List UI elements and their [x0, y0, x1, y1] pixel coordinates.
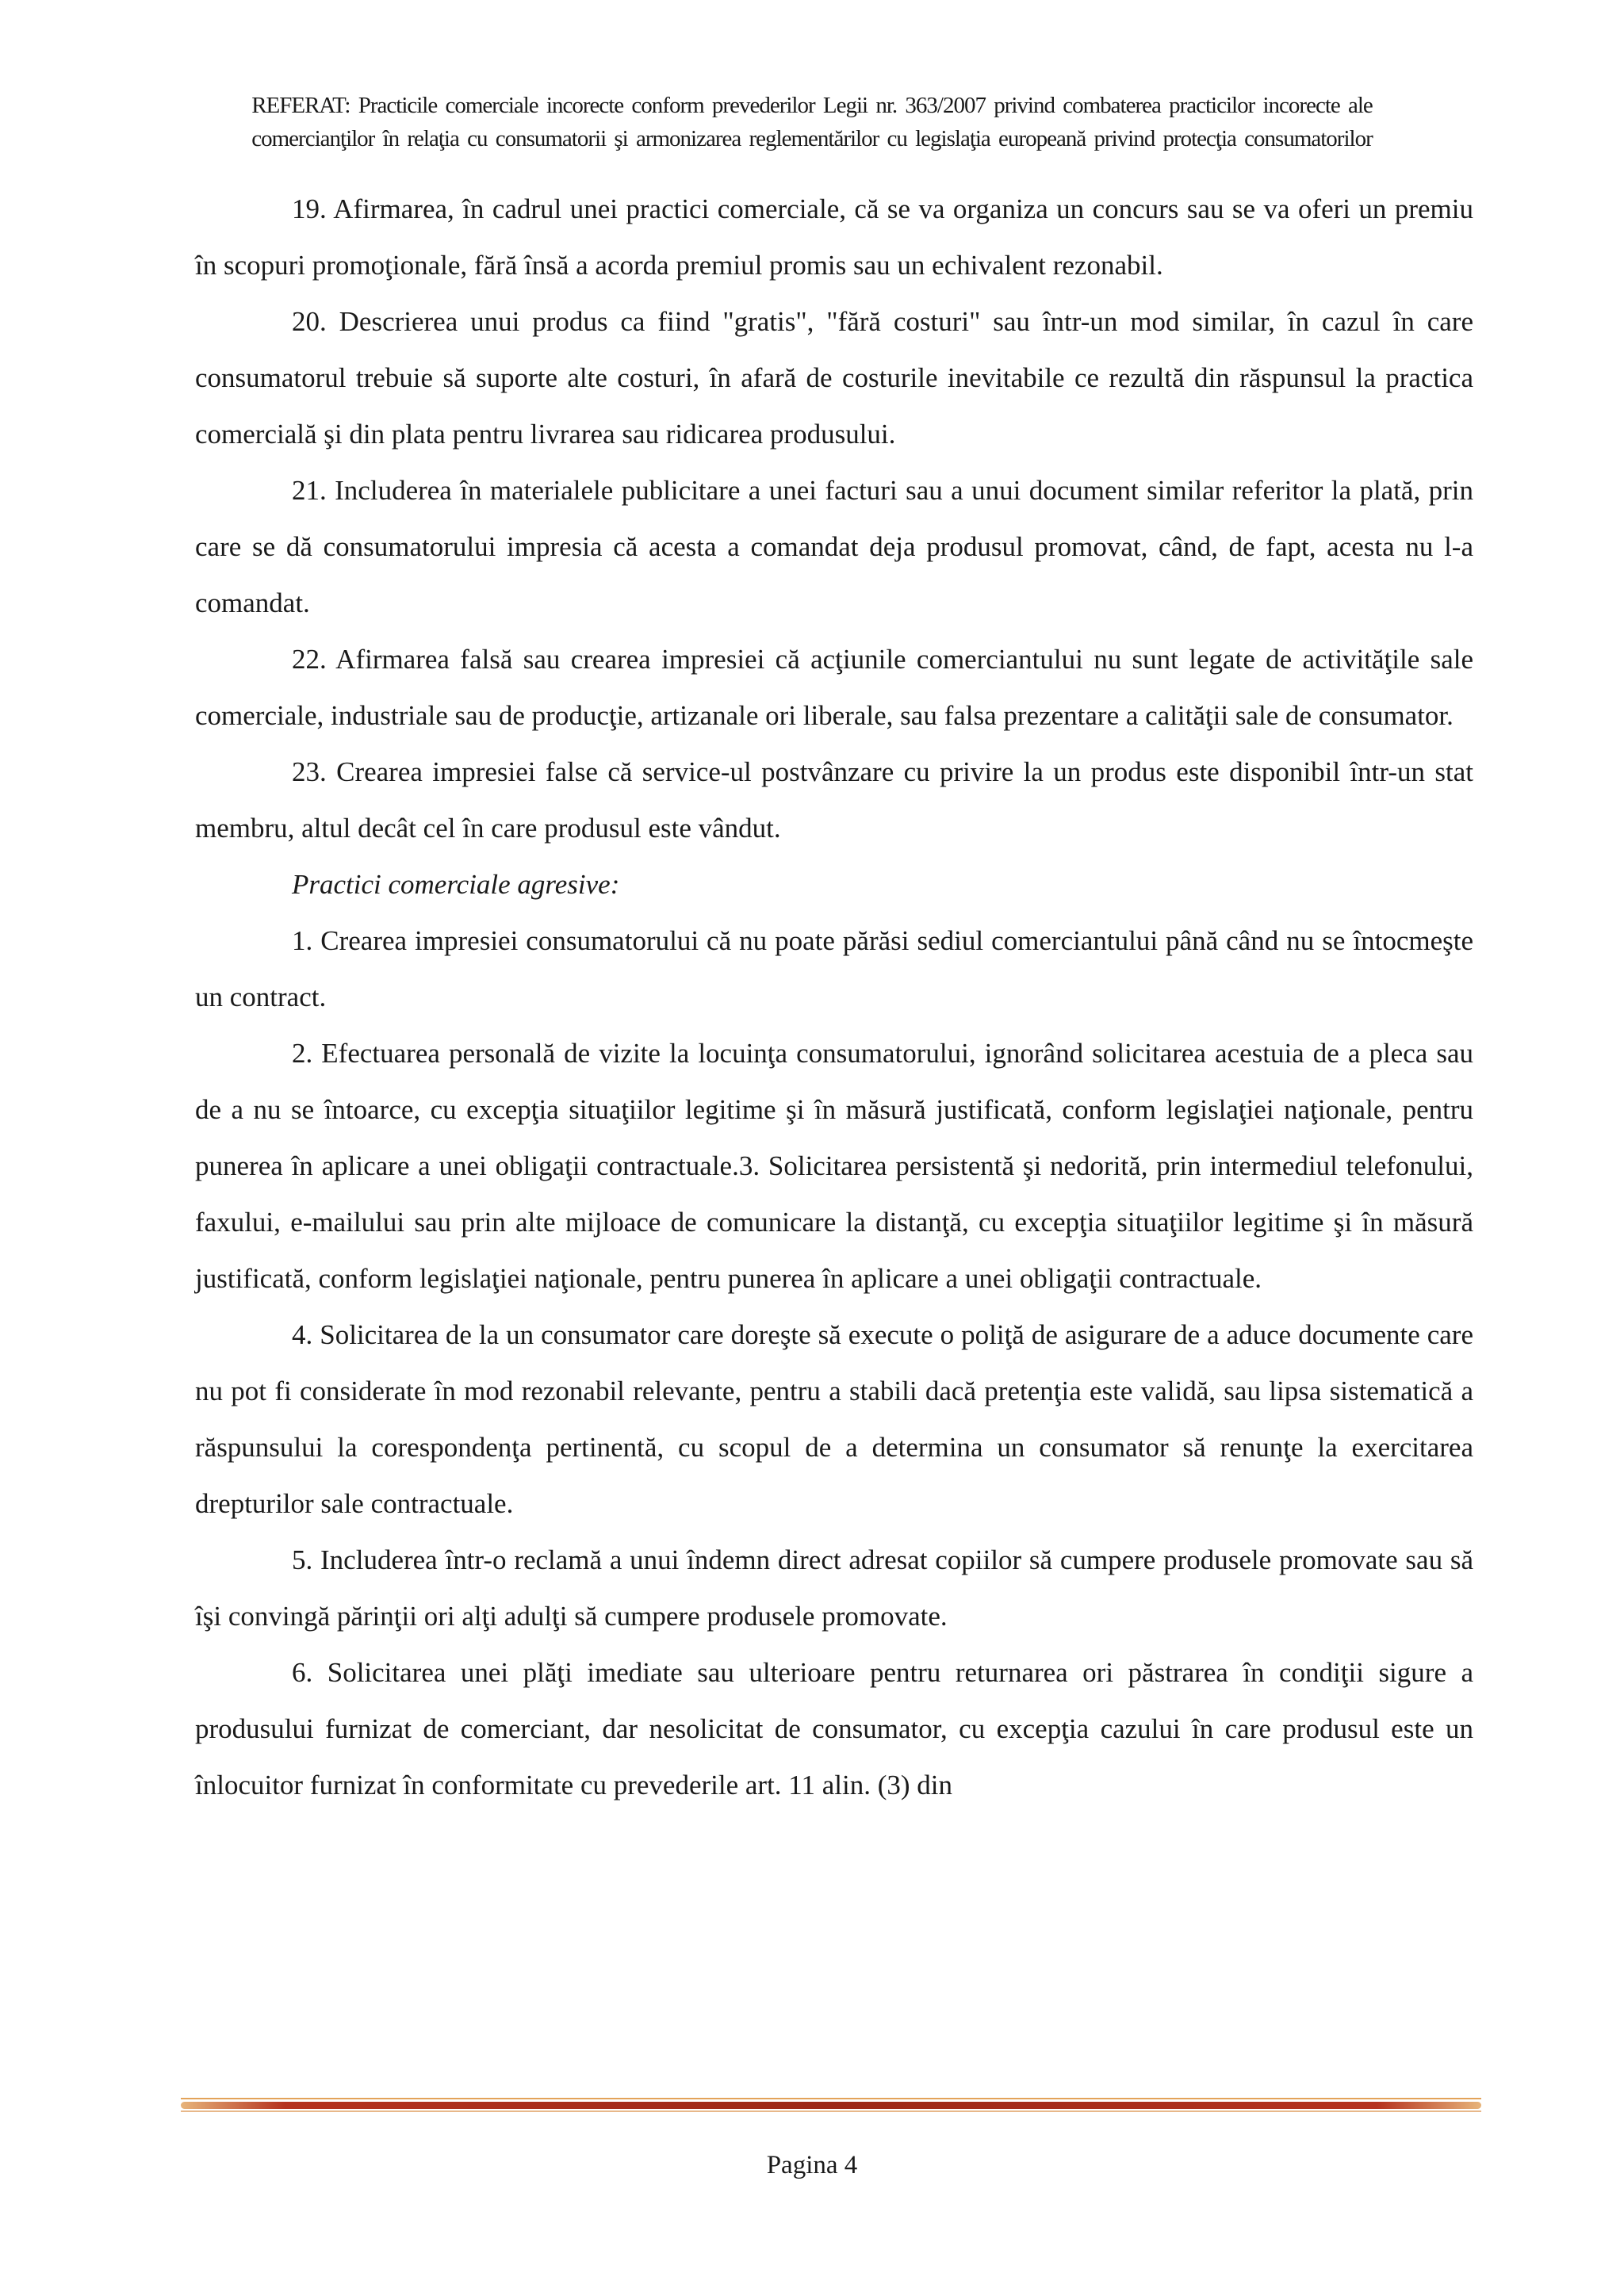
- section-heading-aggressive-practices: Practici comerciale agresive:: [292, 869, 620, 900]
- footer-divider: [181, 2098, 1481, 2112]
- header-line-1: REFERAT: Practicile comerciale incorecte conform prevederilor Legii nr. 363/2007 privind combaterea practicilor incorecte ale: [251, 93, 1373, 118]
- paragraph-item-1: 1. Crearea impresiei consumatorului că nu poate părăsi sediul comerciantului până când nu se întocmeşte un contract.: [195, 925, 1473, 1012]
- paragraph-item-2: 2. Efectuarea personală de vizite la locuinţa consumatorului, ignorând solicitarea acestuia de a pleca sau de a nu se întoarce, cu excepţia situaţiilor legitime şi în măsură justificată, conform legislaţiei naţionale, pentru punerea în aplicare a unei obligaţii contractuale.3. Solicitarea persistentă şi nedorită, prin intermediul telefonului, faxului, e-mailului sau prin alte mijloace de comunicare la distanţă, cu excepţia situaţiilor legitime şi în măsură justificată, conform legislaţiei naţionale, pentru punerea în aplicare a unei obligaţii contractuale.: [195, 1038, 1473, 1294]
- paragraph-item-20: 20. Descrierea unui produs ca fiind "gratis", "fără costuri" sau într-un mod similar, în cazul în care consumatorul trebuie să suporte alte costuri, în afară de costurile inevitabile ce rezultă din răspunsul la practica comercială şi din plata pentru livrarea sau ridicarea produsului.: [195, 306, 1473, 450]
- paragraph-item-21: 21. Includerea în materialele publicitare a unei facturi sau a unui document similar referitor la plată, prin care se dă consumatorului impresia că acesta a comandat deja produsul promovat, când, de fapt, acesta nu l-a comandat.: [195, 475, 1473, 618]
- page-number: Pagina 4: [766, 2151, 858, 2179]
- body-text: [195, 181, 1473, 1813]
- paragraph-item-23: 23. Crearea impresiei false că service-ul postvânzare cu privire la un produs este disponibil într-un stat membru, altul decât cel în care produsul este vândut.: [195, 756, 1473, 844]
- paragraph-item-5: 5. Includerea într-o reclamă a unui îndemn direct adresat copiilor să cumpere produsele promovate sau să îşi convingă părinţii ori alţi adulţi să cumpere produsele promovate.: [195, 1544, 1473, 1632]
- paragraph-item-19: 19. Afirmarea, în cadrul unei practici comerciale, că se va organiza un concurs sau se va oferi un premiu în scopuri promoţionale, fără însă a acorda premiul promis sau un echivalent rezonabil.: [195, 193, 1473, 281]
- paragraph-item-4: 4. Solicitarea de la un consumator care doreşte să execute o poliţă de asigurare de a aduce documente care nu pot fi considerate în mod rezonabil relevante, pentru a stabili dacă pretenţia este validă, sau lipsa sistematică a răspunsului la corespondenţa pertinentă, cu scopul de a determina un consumator să renunţe la exercitarea drepturilor sale contractuale.: [195, 1319, 1473, 1519]
- paragraph-item-6: 6. Solicitarea unei plăţi imediate sau ulterioare pentru returnarea ori păstrarea în condiţii sigure a produsului furnizat de comerciant, dar nesolicitat de consumator, cu excepţia cazului în care produsul este un înlocuitor furnizat în conformitate cu prevederile art. 11 alin. (3) din: [195, 1657, 1473, 1800]
- header-line-2: comercianţilor în relaţia cu consumatorii şi armonizarea reglementărilor cu legislaţia europeană privind protecţia consumatorilor: [251, 126, 1373, 151]
- paragraph-item-22: 22. Afirmarea falsă sau crearea impresiei că acţiunile comerciantului nu sunt legate de activităţile sale comerciale, industriale sau de producţie, artizanale ori liberale, sau falsa prezentare a calităţii sale de consumator.: [195, 644, 1473, 731]
- running-header: [159, 89, 1465, 155]
